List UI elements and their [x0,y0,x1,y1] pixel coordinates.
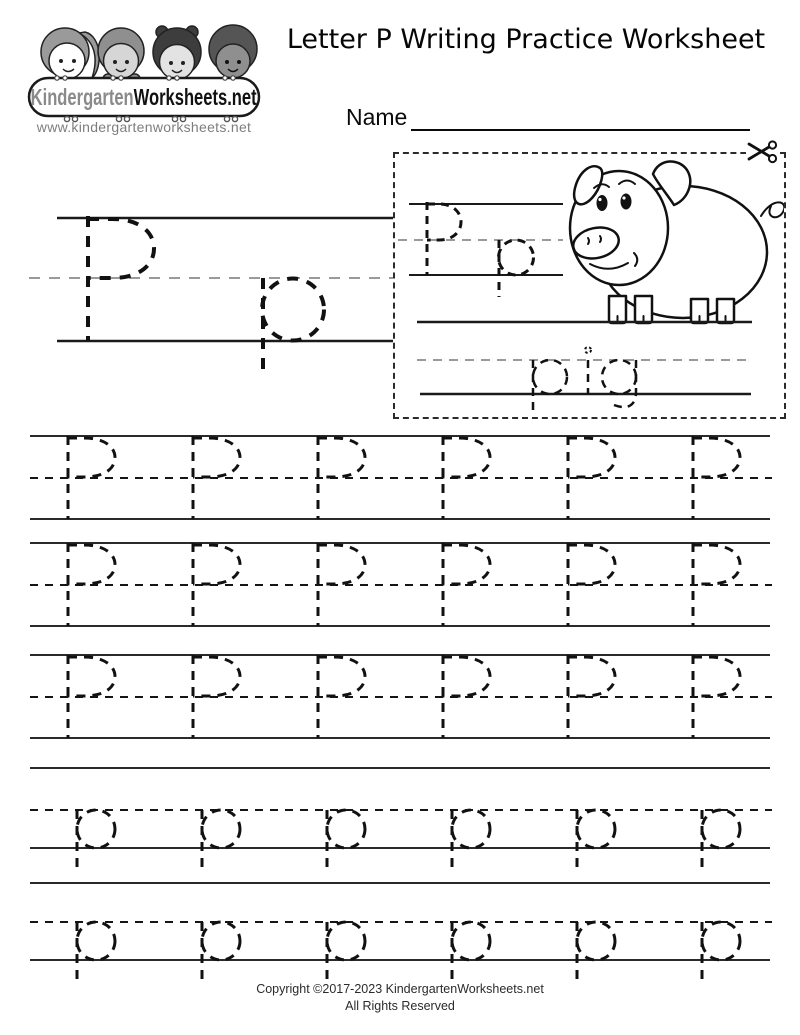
trace-letter-lowercase-p-bowl [577,922,615,960]
trace-letter-lowercase-p-bowl [77,810,115,848]
trace-letter-uppercase-P [693,436,740,519]
trace-letter-lowercase-p-bowl [327,810,365,848]
trace-letter-lowercase-p-bowl [77,922,115,960]
trace-letter-uppercase-P [318,655,365,738]
trace-letter-lowercase-p-bowl [577,810,615,848]
trace-letter-uppercase-P [693,543,740,626]
trace-letter-lowercase-p-bowl [452,922,490,960]
trace-letter-lowercase-p-bowl [452,810,490,848]
trace-letter-uppercase-P [318,543,365,626]
trace-letter-lowercase-p-bowl [327,922,365,960]
site-url: www.kindergartenworksheets.net [36,119,252,135]
name-label: Name [346,104,408,130]
footer-copyright [0,981,800,1015]
logo-banner-text: KindergartenWorksheets.net [30,85,257,111]
trace-letter-lowercase-p-bowl [702,810,740,848]
trace-letter-lowercase-p-bowl [202,922,240,960]
footer-line2: All Rights Reserved [345,999,455,1013]
trace-letter-uppercase-P [318,436,365,519]
trace-letter-uppercase-P [693,655,740,738]
footer-line1: Copyright ©2017-2023 KindergartenWorksheets.net [256,982,544,996]
trace-letter-lowercase-p-bowl [702,922,740,960]
page-title: Letter P Writing Practice Worksheet [286,24,766,55]
trace-letter-lowercase-p-bowl [202,810,240,848]
